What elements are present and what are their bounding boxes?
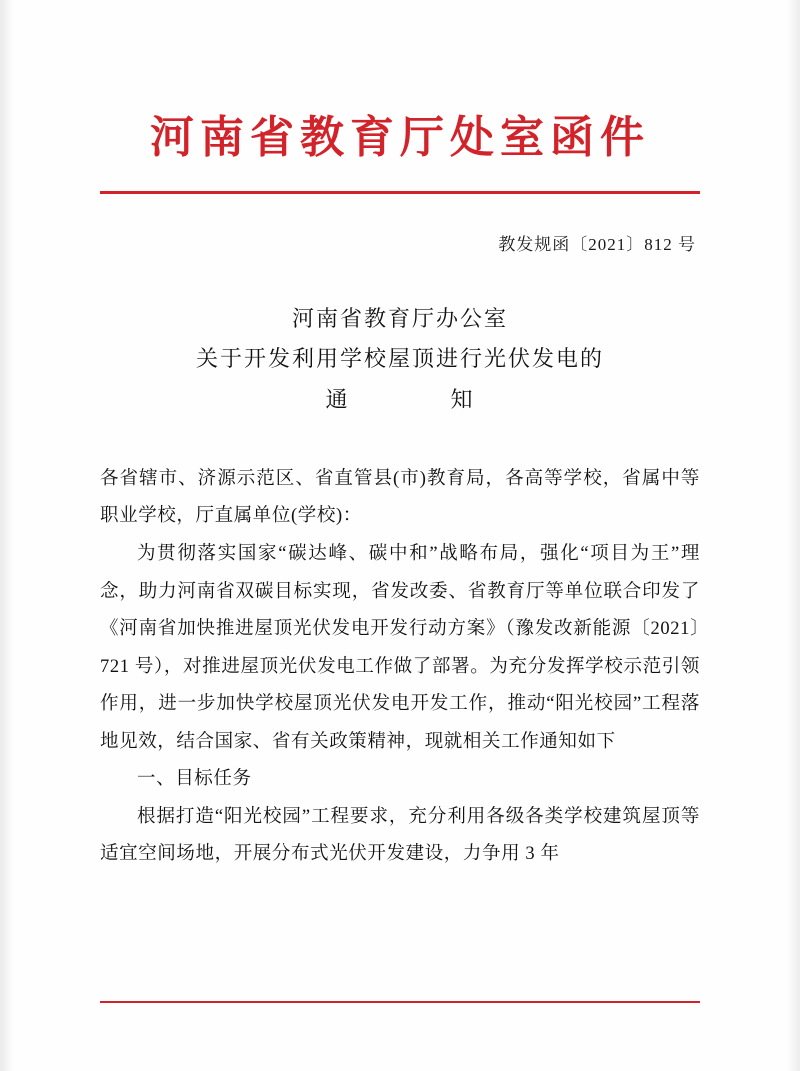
document-subject	[100, 299, 700, 421]
footer-red-divider	[100, 1001, 700, 1003]
subject-line-2: 关于开发利用学校屋顶进行光伏发电的	[195, 346, 604, 372]
page-edge-right	[786, 0, 800, 1071]
subject-line-1: 河南省教育厅办公室	[291, 305, 508, 331]
document-body	[100, 461, 700, 874]
page-edge-left	[0, 0, 14, 1071]
subject-notice-char-1: 通	[325, 387, 350, 413]
body-paragraph-1: 为贯彻落实国家“碳达峰、碳中和”战略布局，强化“项目为王”理念，助力河南省双碳目标实现，省发改委、省教育厅等单位联合印发了《河南省加快推进屋顶光伏发电开发行动方案》（豫发改新能源〔2021〕721 号），对推进屋顶光伏发电工作做了部署。为充分发挥学校示范引领作用，进一步加快学校屋顶光伏发电开发工作，推动“阳光校园”工程落地见效，结合国家、省有关政策精神，现就相关工作通知如下	[100, 543, 700, 752]
body-heading-1: 一、目标任务	[137, 769, 252, 790]
document-header	[100, 0, 700, 165]
document-header-title: 河南省教育厅处室函件	[150, 113, 650, 162]
body-recipients: 各省辖市、济源示范区、省直管县(市)教育局，各高等学校，省属中等职业学校，厅直属单位(学校)：	[100, 468, 700, 527]
subject-line-3	[100, 380, 700, 421]
document-number: 教发规函〔2021〕812 号	[498, 234, 696, 254]
header-red-divider	[100, 191, 700, 194]
subject-notice-char-2: 知	[450, 387, 475, 413]
body-paragraph-2: 根据打造“阳光校园”工程要求，充分利用各级各类学校建筑屋顶等适宜空间场地，开展分布式光伏开发建设，力争用 3 年	[100, 806, 700, 865]
